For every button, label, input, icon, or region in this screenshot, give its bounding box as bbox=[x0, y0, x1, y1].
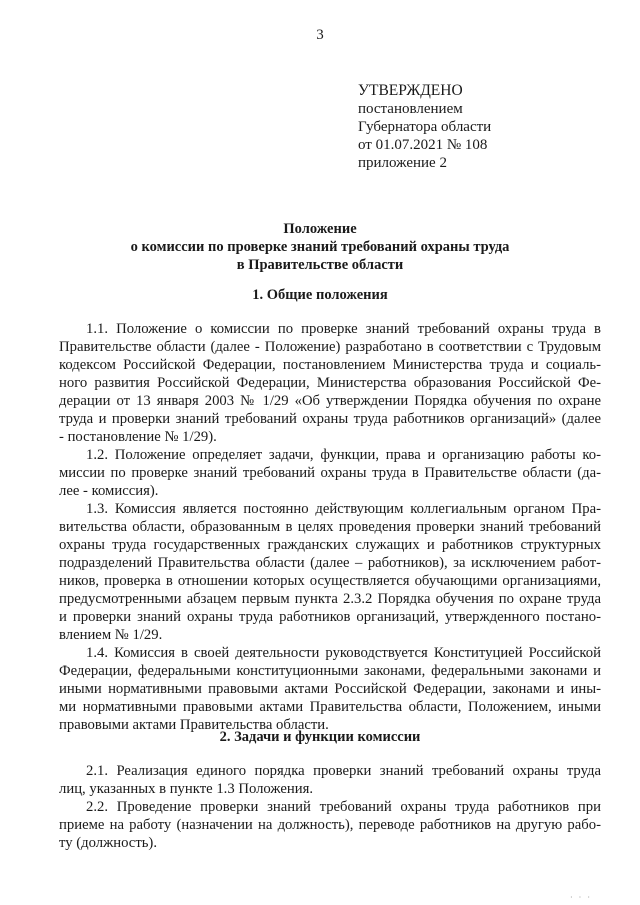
title-line: Положение bbox=[283, 221, 357, 237]
approval-block bbox=[358, 82, 618, 172]
title-line: о комиссии по проверке знаний требований охраны труда bbox=[130, 239, 510, 255]
paragraph-line: 1.4. Комиссия в своей деятельности руководствуется Конституцией Российской bbox=[86, 645, 601, 661]
paragraph-line: иными нормативными правовыми актами Российской Федерации, законами и ины- bbox=[59, 681, 601, 697]
paragraph-line: 2.2. Проведение проверки знаний требований охраны труда работников при bbox=[86, 799, 601, 815]
paragraph-line: лиц, указанных в пункте 1.3 Положения. bbox=[59, 781, 314, 797]
paragraph-line: лее - комиссия). bbox=[59, 483, 159, 499]
paragraph-line: дерации от 13 января 2003 № 1/29 «Об утверждении Порядка обучения по охране bbox=[59, 393, 601, 409]
page-number: 3 bbox=[316, 27, 324, 43]
paragraph-line: труда и проверки знаний требований охраны труда работников организаций» (далее bbox=[59, 411, 601, 427]
paragraph-line: и проверки знаний охраны труда работников организаций, утвержденного постано- bbox=[59, 609, 601, 625]
approval-line: постановлением bbox=[358, 101, 463, 117]
approval-line: от 01.07.2021 № 108 bbox=[358, 137, 488, 153]
paragraph-line: предусмотренными абзацем первым пункта 2.3.2 Порядка обучения по охране труда bbox=[59, 591, 601, 607]
paragraph-line: 1.3. Комиссия является постоянно действующим коллегиальным органом Пра- bbox=[86, 501, 601, 517]
paragraph-line: приеме на работу (назначении на должность), переводе работников на другую рабо- bbox=[59, 817, 601, 833]
paragraph-line: ту (должность). bbox=[59, 835, 158, 851]
section-2-heading: 2. Задачи и функции комиссии bbox=[219, 729, 421, 745]
section-1-heading: 1. Общие положения bbox=[252, 287, 388, 303]
paragraph-line: ми нормативными правовыми актами Правительства области, Положением, иными bbox=[59, 699, 601, 715]
paragraph-line: ников, проверка в отношении которых осуществляется обучающими организациями, bbox=[59, 573, 601, 589]
paragraph-line: 1.1. Положение о комиссии по проверке знаний требований охраны труда в bbox=[86, 321, 601, 337]
paragraph-line: влением № 1/29. bbox=[59, 627, 163, 643]
paragraph-line: - постановление № 1/29). bbox=[59, 429, 217, 445]
section-1-body bbox=[59, 320, 601, 734]
document-title bbox=[60, 220, 580, 274]
paragraph-line: Федерации, федеральными конституционными законами, федеральными законами и bbox=[59, 663, 601, 679]
scan-mark: · · · bbox=[570, 893, 592, 902]
paragraph-line: подразделений Правительства области (далее – работников), за исключением работ- bbox=[59, 555, 601, 571]
approval-line: приложение 2 bbox=[358, 155, 447, 171]
title-line: в Правительстве области bbox=[236, 257, 404, 273]
paragraph-line: ного развития Российской Федерации, Министерства образования Российской Фе- bbox=[59, 375, 601, 391]
paragraph-line: 2.1. Реализация единого порядка проверки знаний требований охраны труда bbox=[86, 763, 601, 779]
approval-stamp: УТВЕРЖДЕНО bbox=[358, 82, 463, 99]
paragraph-line: Правительстве области (далее - Положение) разработано в соответствии с Трудовым bbox=[59, 339, 601, 355]
paragraph-line: правовыми актами Правительства области. bbox=[59, 717, 329, 733]
section-2-body bbox=[59, 762, 601, 852]
paragraph-line: кодексом Российской Федерации, постановлением Министерства труда и социаль- bbox=[59, 357, 601, 373]
paragraph-line: охраны труда государственных гражданских служащих и работников структурных bbox=[59, 537, 601, 553]
paragraph-line: 1.2. Положение определяет задачи, функции, права и организацию работы ко- bbox=[86, 447, 601, 463]
paragraph-line: вительства области, образованным в целях проведения проверки знаний требований bbox=[59, 519, 601, 535]
paragraph-line: миссии по проверке знаний требований охраны труда в Правительстве области (да- bbox=[59, 465, 601, 481]
approval-line: Губернатора области bbox=[358, 119, 492, 135]
